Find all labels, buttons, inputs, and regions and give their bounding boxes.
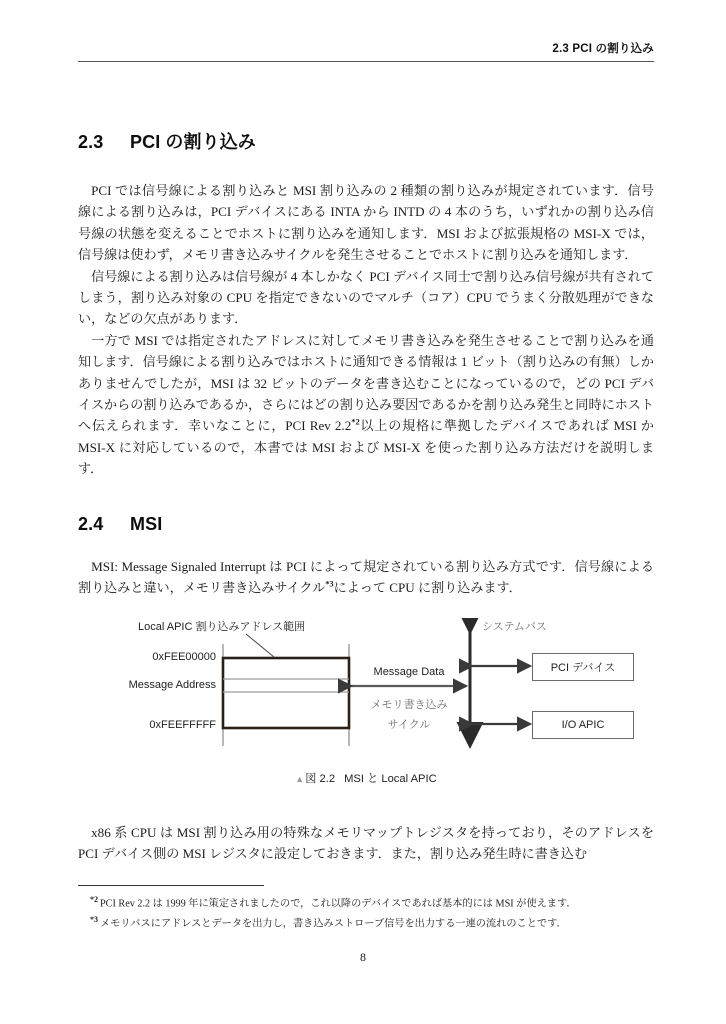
footnote-2 [90,892,654,912]
paragraph-2: 信号線による割り込みは信号線が 4 本しかなく PCI デバイス同士で割り込み信号線が共有されてしまう，割り込み対象の CPU を指定できないのでマルチ（コア）CPU でうまく分散処理ができない，などの欠点があります． [78,268,654,327]
paragraph-3-tail: 以上の規格に準拠したデバイスであれば MSI か MSI-X に対応しているので，本書では MSI および MSI-X を使った割り込み方法だけを説明します． [78,418,654,477]
section-title: MSI [130,513,163,534]
figure-caption [78,770,654,786]
caption-triangle-icon: ▲ [295,774,305,784]
footnote-2-mark: *2 [90,895,98,904]
label-message-data: Message Data [373,666,445,678]
paragraph-4-head: MSI: Message Signaled Interrupt は PCI によって規定されている割り込み方式です．信号線による割り込みと違い，メモリ書き込みサイクル [78,558,654,596]
trailing-paragraph-block [78,822,654,865]
running-header [78,40,654,68]
footnote-ref-3[interactable]: *3 [325,579,334,589]
label-address-bottom: 0xFEEFFFFF [149,719,216,731]
section-heading-2-3 [78,128,654,154]
header-rule [78,61,654,62]
figure-box-io-apic: I/O APIC [532,711,634,739]
label-system-bus: システムバス [482,621,547,633]
label-local-apic-range: Local APIC 割り込みアドレス範囲 [138,621,306,633]
paragraph-1: PCI では信号線による割り込みと MSI 割り込みの 2 種類の割り込みが規定されています．信号線による割り込みは，PCI デバイスにある INTA から INTD の 4 本のうち，いずれかの割り込み信号線の状態を変えることでホストに割り込みを通知します．MSI および拡張規格の MSI-X では，信号線は使わず，メモリ書き込みサイクルを発生させることでホストに割り込みを通知します． [78,183,654,263]
section-title: PCI の割り込み [130,132,256,152]
label-write-cycle-line1: メモリ書き込み [370,699,448,711]
footnote-3 [90,912,654,932]
footnote-area [78,885,654,932]
section-heading-2-4 [78,514,654,535]
page-number: 8 [360,950,366,964]
header-title: 2.3 PCI の割り込み [552,43,654,55]
spacer [78,535,654,556]
section-number: 2.3 [78,132,104,152]
spacer [78,154,654,180]
figure-2-2 [78,618,654,798]
footnote-3-text: メモリバスにアドレスとデータを出力し，書き込みストローブ信号を出力する一連の流れのことです． [100,918,567,930]
paragraph-5: x86 系 CPU は MSI 割り込み用の特殊なメモリマップトレジスタを持っており，そのアドレスを PCI デバイス側の MSI レジスタに設定しておきます．また，割り込み発生時に書き込む [78,825,654,862]
spacer [78,480,654,514]
footnote-rule [78,885,264,886]
label-write-cycle-line2: サイクル [387,719,431,731]
label-message-address: Message Address [128,679,216,691]
page-content [78,128,654,599]
caption-title: MSI と Local APIC [344,773,437,785]
paragraph-4-tail: によって CPU に割り込みます． [333,580,522,596]
label-address-top: 0xFEE00000 [152,651,216,663]
paragraph-3 [78,330,654,480]
caption-label: 図 2.2 [305,773,336,785]
figure-box-pci-device: PCI デバイス [532,653,634,681]
footnote-3-mark: *3 [90,914,98,924]
paragraph-4 [78,556,654,599]
footnote-ref-2[interactable]: *2 [351,418,360,428]
section-number: 2.4 [78,513,104,534]
footnote-2-text: PCI Rev 2.2 は 1999 年に策定されましたので，これ以降のデバイスであれば基本的には MSI が使えます． [100,898,577,910]
paragraph-3-head: 一方で MSI では指定されたアドレスに対してメモリ書き込みを発生させることで割り込みを通知します．信号線による割り込みではホストに通知できる情報は 1 ビット（割り込みの有無）しかありませんでしたが，MSI は 32 ビットのデータを書き込むことになっているので，どの PCI デバイスからの割り込みであるか，さらにはどの割り込み要因であるかを割り込み発生と同時にホストへ伝えられます．幸いなことに，PCI Rev 2.2 [78,332,654,434]
